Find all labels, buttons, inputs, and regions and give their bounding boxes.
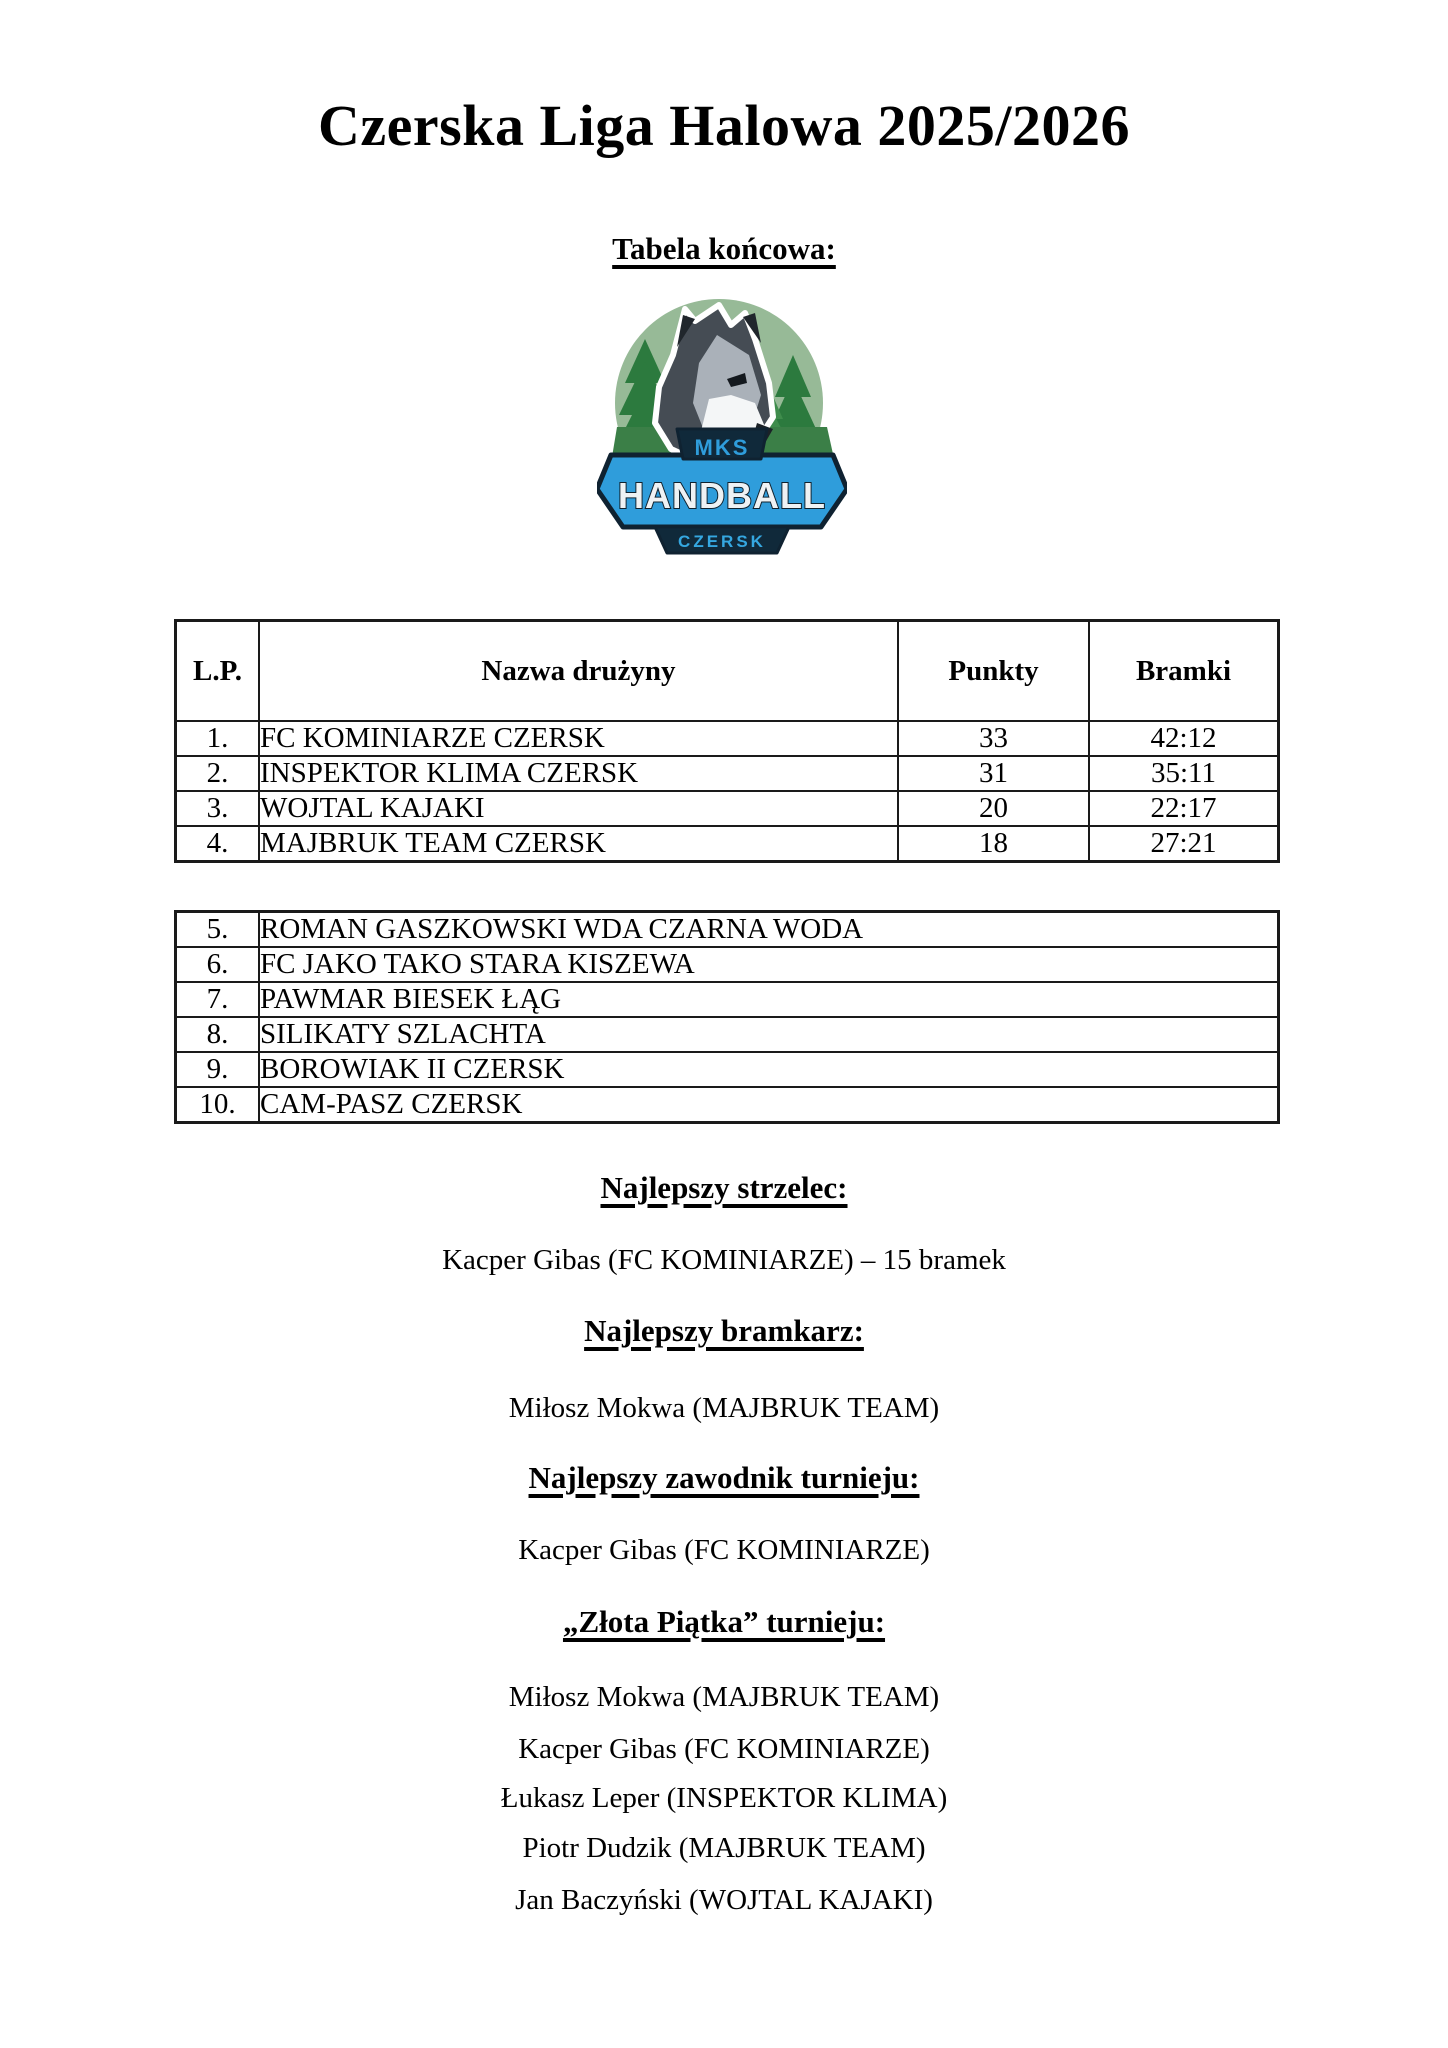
top-scorer-value: Kacper Gibas (FC KOMINIARZE) – 15 bramek xyxy=(442,1244,1006,1276)
team-cell: FC JAKO TAKO STARA KISZEWA xyxy=(259,947,1278,982)
table-row xyxy=(176,912,1278,947)
table-row xyxy=(176,947,1278,982)
goals-cell: 27:21 xyxy=(1089,826,1278,861)
rank-cell: 9. xyxy=(176,1052,259,1087)
heading-best-goalkeeper: Najlepszy bramkarz: xyxy=(584,1313,864,1348)
rank-cell: 4. xyxy=(176,826,259,861)
team-cell: WOJTAL KAJAKI xyxy=(259,791,898,826)
table-row xyxy=(176,982,1278,1017)
subtitle-final-table: Tabela końcowa: xyxy=(612,231,836,266)
heading-top-scorer: Najlepszy strzelec: xyxy=(600,1170,848,1205)
mks-handball-czersk-logo-icon xyxy=(597,291,847,557)
team-cell: CAM-PASZ CZERSK xyxy=(259,1087,1278,1122)
rank-cell: 10. xyxy=(176,1087,259,1122)
table-row xyxy=(176,1052,1278,1087)
table-row xyxy=(176,826,1278,861)
team-cell: INSPEKTOR KLIMA CZERSK xyxy=(259,756,898,791)
team-cell: ROMAN GASZKOWSKI WDA CZARNA WODA xyxy=(259,912,1278,947)
best-player-value: Kacper Gibas (FC KOMINIARZE) xyxy=(518,1534,930,1566)
best-goalkeeper-value: Miłosz Mokwa (MAJBRUK TEAM) xyxy=(508,1392,940,1424)
table-row xyxy=(176,1087,1278,1122)
team-cell: SILIKATY SZLACHTA xyxy=(259,1017,1278,1052)
points-cell: 33 xyxy=(898,721,1089,756)
logo-text-czersk: CZERSK xyxy=(678,532,766,551)
table-row xyxy=(176,721,1278,756)
col-header-points: Punkty xyxy=(898,621,1089,721)
goals-cell: 42:12 xyxy=(1089,721,1278,756)
rank-cell: 3. xyxy=(176,791,259,826)
rank-cell: 1. xyxy=(176,721,259,756)
table-header-row xyxy=(176,621,1278,721)
golden-five-player: Miłosz Mokwa (MAJBRUK TEAM) xyxy=(508,1681,940,1713)
logo-text-mks: MKS xyxy=(694,435,750,460)
points-cell: 31 xyxy=(898,756,1089,791)
goals-cell: 35:11 xyxy=(1089,756,1278,791)
rank-cell: 8. xyxy=(176,1017,259,1052)
standings-table-places-5-10 xyxy=(174,910,1280,1124)
club-logo xyxy=(597,291,847,557)
team-cell: FC KOMINIARZE CZERSK xyxy=(259,721,898,756)
col-header-team: Nazwa drużyny xyxy=(259,621,898,721)
page-title: Czerska Liga Halowa 2025/2026 xyxy=(318,93,1130,158)
team-cell: BOROWIAK II CZERSK xyxy=(259,1052,1278,1087)
table-row xyxy=(176,791,1278,826)
standings-table-top4 xyxy=(174,619,1280,863)
rank-cell: 2. xyxy=(176,756,259,791)
golden-five-player: Kacper Gibas (FC KOMINIARZE) xyxy=(518,1733,930,1765)
points-cell: 18 xyxy=(898,826,1089,861)
col-header-lp: L.P. xyxy=(176,621,259,721)
golden-five-player: Piotr Dudzik (MAJBRUK TEAM) xyxy=(522,1832,926,1864)
logo-text-handball: HANDBALL xyxy=(618,475,826,516)
team-cell: MAJBRUK TEAM CZERSK xyxy=(259,826,898,861)
heading-golden-five: „Złota Piątka” turnieju: xyxy=(562,1604,886,1639)
golden-five-player: Jan Baczyński (WOJTAL KAJAKI) xyxy=(515,1884,933,1916)
golden-five-player: Łukasz Leper (INSPEKTOR KLIMA) xyxy=(500,1782,948,1814)
heading-best-player: Najlepszy zawodnik turnieju: xyxy=(528,1460,920,1495)
rank-cell: 7. xyxy=(176,982,259,1017)
team-cell: PAWMAR BIESEK ŁĄG xyxy=(259,982,1278,1017)
points-cell: 20 xyxy=(898,791,1089,826)
rank-cell: 5. xyxy=(176,912,259,947)
rank-cell: 6. xyxy=(176,947,259,982)
table-row xyxy=(176,1017,1278,1052)
goals-cell: 22:17 xyxy=(1089,791,1278,826)
table-row xyxy=(176,756,1278,791)
col-header-goals: Bramki xyxy=(1089,621,1278,721)
